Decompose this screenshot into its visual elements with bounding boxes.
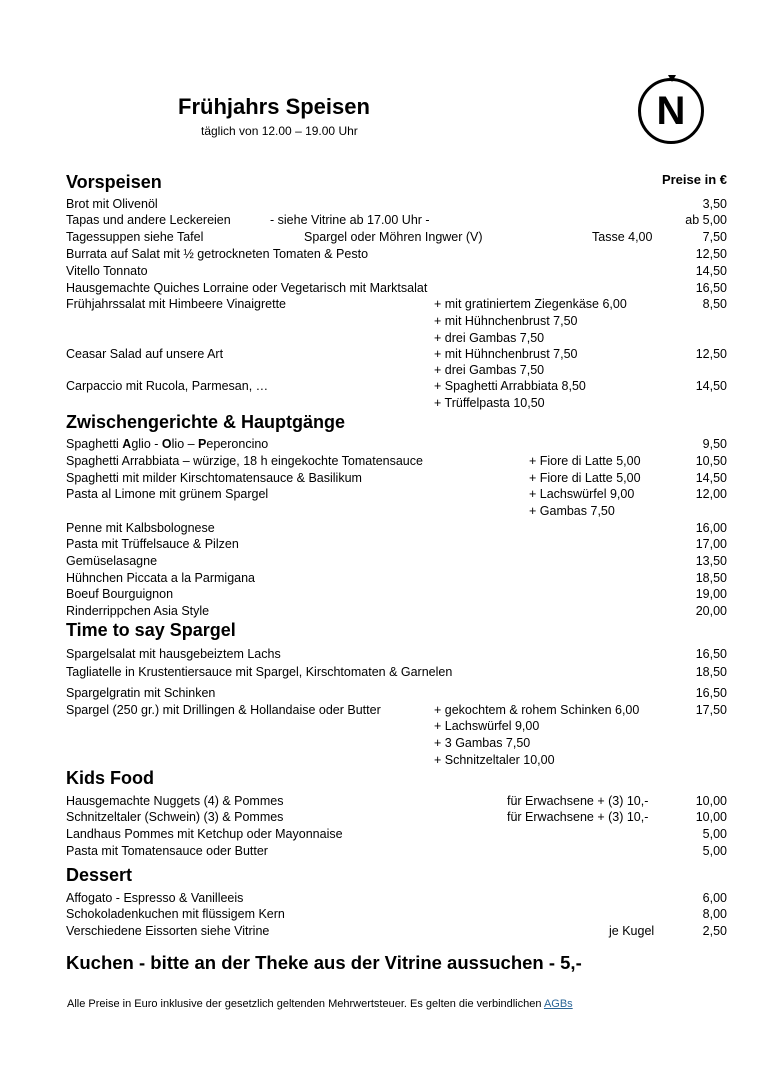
footer-note — [67, 998, 573, 1010]
menu-item-price: 2,50 — [702, 924, 727, 938]
menu-item-name: Spaghetti Aglio - Olio – Peperoncino — [66, 437, 269, 451]
menu-item-name: Tapas und andere Leckereien — [66, 213, 231, 227]
section-title-dessert: Dessert — [66, 865, 133, 885]
menu-item-name: Landhaus Pommes mit Ketchup oder Mayonnaise — [66, 827, 343, 841]
menu-item-price: 19,00 — [695, 587, 727, 601]
menu-item-name: Ceasar Salad auf unsere Art — [66, 347, 224, 361]
menu-item-price: 16,50 — [695, 281, 727, 295]
menu-item-price: 16,50 — [695, 647, 727, 661]
menu-item-name: Spargelgratin mit Schinken — [66, 686, 216, 700]
menu-item-name: Boeuf Bourguignon — [66, 587, 174, 601]
menu-item-name: Schnitzeltaler (Schwein) (3) & Pommes — [66, 810, 284, 824]
menu-item-addon: + Spaghetti Arrabbiata 8,50 — [434, 379, 586, 393]
menu-item-price: 17,50 — [695, 703, 727, 717]
menu-item-addon: + Trüffelpasta 10,50 — [434, 396, 545, 410]
menu-item-addon: + Fiore di Latte 5,00 — [529, 471, 641, 485]
menu-item-price: 17,00 — [695, 537, 727, 551]
menu-item-price: 12,50 — [695, 347, 727, 361]
menu-item-price: 5,00 — [702, 844, 727, 858]
menu-item-addon: + mit gratiniertem Ziegenkäse 6,00 — [434, 297, 627, 311]
menu-item-name: Affogato - Espresso & Vanilleeis — [66, 891, 244, 905]
menu-item-name: Verschiedene Eissorten siehe Vitrine — [66, 924, 270, 938]
menu-item-name: Spargel (250 gr.) mit Drillingen & Hollandaise oder Butter — [66, 703, 381, 717]
menu-item-name: Hausgemachte Nuggets (4) & Pommes — [66, 794, 284, 808]
menu-item-price: 12,50 — [695, 247, 727, 261]
menu-item-addon: + 3 Gambas 7,50 — [434, 736, 531, 750]
menu-item-price: 10,50 — [695, 454, 727, 468]
menu-item-addon: + mit Hühnchenbrust 7,50 — [434, 314, 578, 328]
menu-item-price: 6,00 — [702, 891, 727, 905]
menu-item-note: Spargel oder Möhren Ingwer (V) — [304, 230, 483, 244]
menu-item-name: Spaghetti Arrabbiata – würzige, 18 h eingekochte Tomatensauce — [66, 454, 423, 468]
menu-item-price: 7,50 — [702, 230, 727, 244]
menu-item-addon: + Schnitzeltaler 10,00 — [434, 753, 555, 767]
menu-item-price: 3,50 — [702, 197, 727, 211]
menu-item-note: für Erwachsene + (3) 10,- — [507, 794, 649, 808]
menu-item-addon: + mit Hühnchenbrust 7,50 — [434, 347, 578, 361]
menu-item-price: 18,50 — [695, 665, 727, 679]
menu-item-price: 14,50 — [695, 264, 727, 278]
kuchen-note: Kuchen - bitte an der Theke aus der Vitrine aussuchen - 5,- — [66, 952, 582, 973]
menu-item-name: Tagessuppen siehe Tafel — [66, 230, 204, 244]
menu-item-addon: + gekochtem & rohem Schinken 6,00 — [434, 703, 640, 717]
section-title-kids: Kids Food — [66, 768, 154, 788]
prices-label: Preise in € — [661, 172, 727, 187]
menu-item-name: Tagliatelle in Krustentiersauce mit Spargel, Kirschtomaten & Garnelen — [66, 665, 453, 679]
section-title-vorspeisen: Vorspeisen — [66, 172, 162, 192]
menu-item-price: 12,00 — [695, 487, 727, 501]
menu-item-name: Pasta al Limone mit grünem Spargel — [66, 487, 269, 501]
menu-item-price: 8,50 — [702, 297, 727, 311]
logo-letter: N — [656, 88, 686, 133]
menu-item-name: Pasta mit Tomatensauce oder Butter — [66, 844, 268, 858]
menu-item-price: 9,50 — [702, 437, 727, 451]
menu-item-extra: Tasse 4,00 — [592, 230, 653, 244]
menu-item-name: Pasta mit Trüffelsauce & Pilzen — [66, 537, 239, 551]
menu-item-price: 8,00 — [702, 907, 727, 921]
menu-item-name: Gemüselasagne — [66, 554, 158, 568]
logo — [638, 78, 704, 144]
menu-item-price: 13,50 — [695, 554, 727, 568]
menu-item-price: 5,00 — [702, 827, 727, 841]
agb-link[interactable]: AGBs — [543, 998, 573, 1010]
menu-item-price: 14,50 — [695, 471, 727, 485]
menu-item-price: 14,50 — [695, 379, 727, 393]
menu-item-name: Hausgemachte Quiches Lorraine oder Vegetarisch mit Marktsalat — [66, 281, 428, 295]
menu-item-addon: + drei Gambas 7,50 — [434, 363, 545, 377]
menu-item-price: 16,50 — [695, 686, 727, 700]
menu-item-note: - siehe Vitrine ab 17.00 Uhr - — [270, 213, 430, 227]
menu-item-addon: + Fiore di Latte 5,00 — [529, 454, 641, 468]
menu-item-addon: + drei Gambas 7,50 — [434, 331, 545, 345]
menu-item-price: 18,50 — [695, 571, 727, 585]
section-title-zwischengerichte: Zwischengerichte & Hauptgänge — [66, 412, 346, 432]
menu-item-addon: + Gambas 7,50 — [529, 504, 615, 518]
menu-item-name: Spargelsalat mit hausgebeiztem Lachs — [66, 647, 281, 661]
menu-item-price: 10,00 — [695, 810, 727, 824]
menu-item-note: für Erwachsene + (3) 10,- — [507, 810, 649, 824]
menu-item-name: Brot mit Olivenöl — [66, 197, 158, 211]
menu-item-note: je Kugel — [609, 924, 655, 938]
menu-item-name: Burrata auf Salat mit ½ getrockneten Tomaten & Pesto — [66, 247, 369, 261]
page-title: Frühjahrs Speisen — [178, 94, 370, 119]
menu-item-name: Vitello Tonnato — [66, 264, 148, 278]
menu-item-addon: + Lachswürfel 9,00 — [529, 487, 635, 501]
menu-item-name: Spaghetti mit milder Kirschtomatensauce & Basilikum — [66, 471, 362, 485]
menu-item-name: Schokoladenkuchen mit flüssigem Kern — [66, 907, 285, 921]
menu-item-name: Penne mit Kalbsbolognese — [66, 521, 215, 535]
footer-text: Alle Preise in Euro inklusive der gesetzlich geltenden Mehrwertsteuer. Es gelten die verbindlichen — [67, 998, 544, 1010]
menu-item-price: 16,00 — [695, 521, 727, 535]
menu-item-addon: + Lachswürfel 9,00 — [434, 719, 540, 733]
menu-item-name: Hühnchen Piccata a la Parmigana — [66, 571, 256, 585]
menu-item-price: 10,00 — [695, 794, 727, 808]
section-title-spargel: Time to say Spargel — [66, 620, 236, 640]
menu-item-name: Carpaccio mit Rucola, Parmesan, … — [66, 379, 269, 393]
menu-item-name: Rinderrippchen Asia Style — [66, 604, 210, 618]
menu-item-price: ab 5,00 — [685, 213, 727, 227]
menu-item-price: 20,00 — [695, 604, 727, 618]
opening-hours: täglich von 12.00 – 19.00 Uhr — [201, 124, 358, 138]
menu-item-name: Frühjahrssalat mit Himbeere Vinaigrette — [66, 297, 287, 311]
